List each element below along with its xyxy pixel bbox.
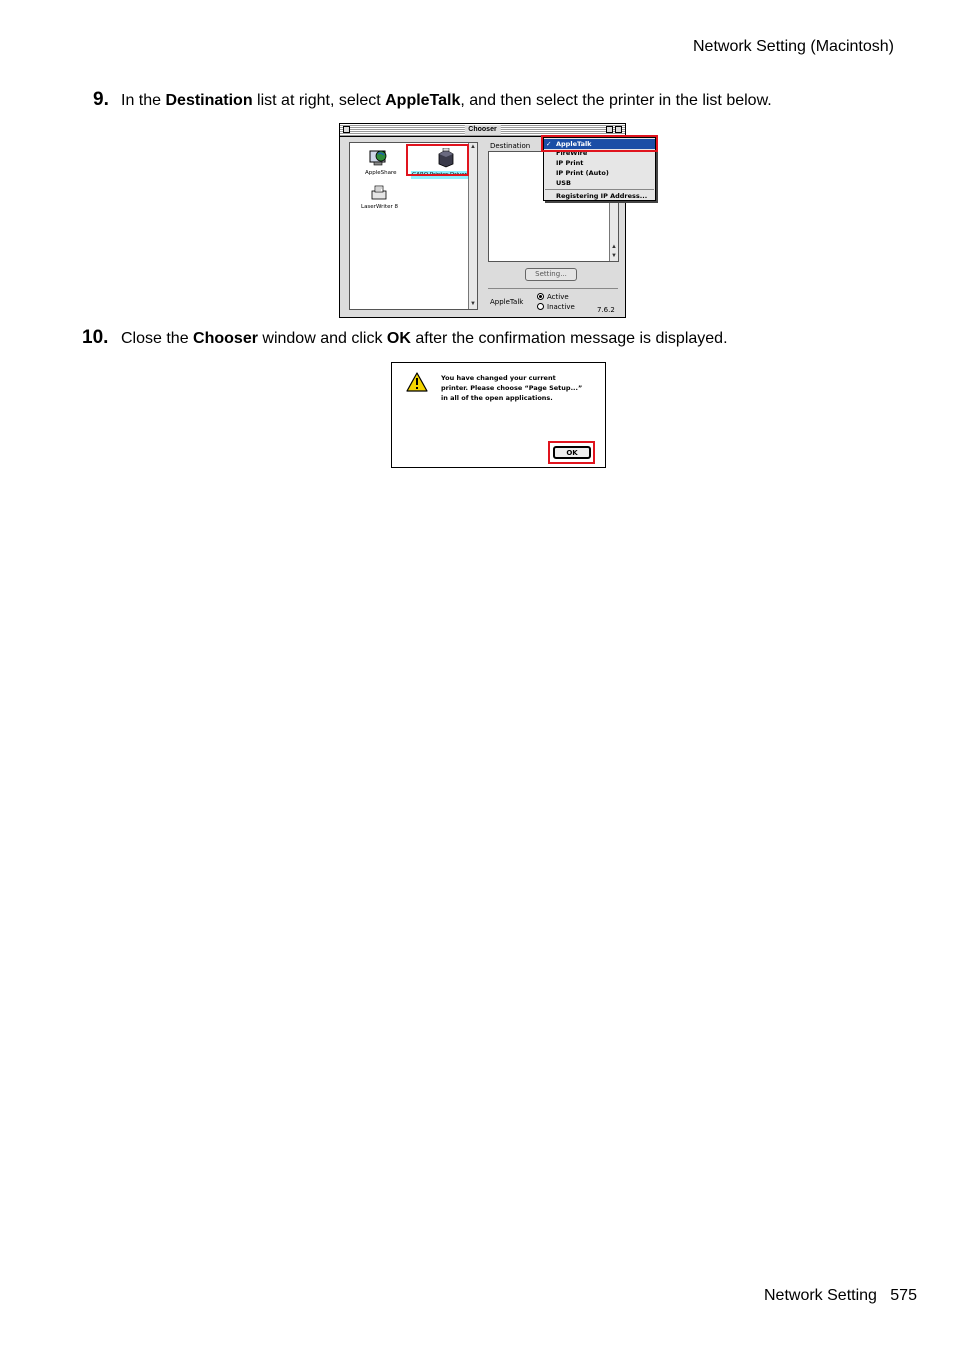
- highlight-appletalk: [541, 135, 658, 152]
- zoom-box-icon[interactable]: [606, 126, 613, 133]
- divider: [488, 288, 618, 289]
- appleshare-icon[interactable]: [368, 149, 390, 167]
- step-10-text-part: Close the: [121, 330, 194, 347]
- close-box-icon[interactable]: [343, 126, 350, 133]
- dropdown-separator: [545, 189, 654, 190]
- radio-active[interactable]: [537, 293, 544, 300]
- dropdown-item-ip-print-auto[interactable]: IP Print (Auto): [556, 169, 609, 177]
- running-header: Network Setting (Macintosh): [693, 38, 894, 55]
- alert-message-line: in all of the open applications.: [441, 394, 553, 402]
- page-number: 575: [890, 1287, 917, 1304]
- step-10-text-part: window and click: [257, 330, 387, 347]
- alert-message: [441, 373, 582, 403]
- step-10-bold-ok: OK: [386, 330, 411, 347]
- step-10-text: [121, 330, 728, 348]
- running-footer: [764, 1287, 917, 1305]
- scroll-down-icon[interactable]: ▼: [470, 301, 476, 307]
- laserwriter-icon[interactable]: [370, 185, 388, 201]
- dropdown-item-usb[interactable]: USB: [556, 179, 571, 187]
- step-9-text: [121, 92, 772, 110]
- highlight-ok-button: [548, 441, 595, 464]
- step-9-text-part: , and then select the printer in the list below.: [460, 92, 772, 109]
- step-9-text-part: In the: [121, 92, 166, 109]
- destination-label: Destination: [490, 142, 531, 150]
- driver-list-scrollbar[interactable]: [468, 143, 477, 309]
- scroll-up-icon[interactable]: ▲: [470, 144, 476, 150]
- laserwriter-label: LaserWriter 8: [361, 204, 398, 210]
- alert-message-line: You have changed your current: [441, 374, 556, 382]
- dropdown-item-registering-ip[interactable]: Registering IP Address...: [556, 192, 648, 200]
- footer-section: Network Setting: [764, 1287, 877, 1304]
- ok-button[interactable]: OK: [553, 446, 591, 459]
- version-label: 7.6.2: [597, 306, 615, 314]
- appleshare-label: AppleShare: [365, 170, 397, 176]
- step-10-bold-chooser: Chooser: [193, 330, 258, 347]
- scroll-up-icon[interactable]: ▲: [611, 244, 617, 250]
- radio-inactive[interactable]: [537, 303, 544, 310]
- checkmark-icon: ✓: [546, 140, 552, 148]
- step-10-number: 10.: [82, 327, 109, 348]
- dropdown-item-label: AppleTalk: [556, 140, 592, 148]
- printer-driver-label: GARO Printer Driver: [412, 172, 467, 178]
- scroll-down-icon[interactable]: ▼: [611, 253, 617, 259]
- chooser-title: Chooser: [464, 125, 500, 135]
- step-9-text-part: list at right, select: [252, 92, 386, 109]
- warning-icon: [406, 372, 428, 392]
- alert-message-line: printer. Please choose “Page Setup...”: [441, 384, 583, 392]
- step-9-bold-appletalk: AppleTalk: [385, 92, 461, 109]
- radio-active-dot: [539, 295, 542, 298]
- appletalk-label: AppleTalk: [490, 298, 524, 306]
- radio-inactive-label: Inactive: [547, 303, 575, 311]
- step-9-number: 9.: [93, 89, 109, 110]
- collapse-box-icon[interactable]: [615, 126, 622, 133]
- setting-button[interactable]: Setting...: [525, 268, 577, 281]
- step-10-text-part: after the confirmation message is displayed.: [410, 330, 728, 347]
- step-9-bold-destination: Destination: [165, 92, 253, 109]
- radio-active-label: Active: [547, 293, 569, 301]
- dropdown-item-ip-print[interactable]: IP Print: [556, 159, 584, 167]
- highlight-printer-driver: [406, 144, 469, 176]
- dropdown-item-firewire[interactable]: FireWire: [556, 149, 588, 157]
